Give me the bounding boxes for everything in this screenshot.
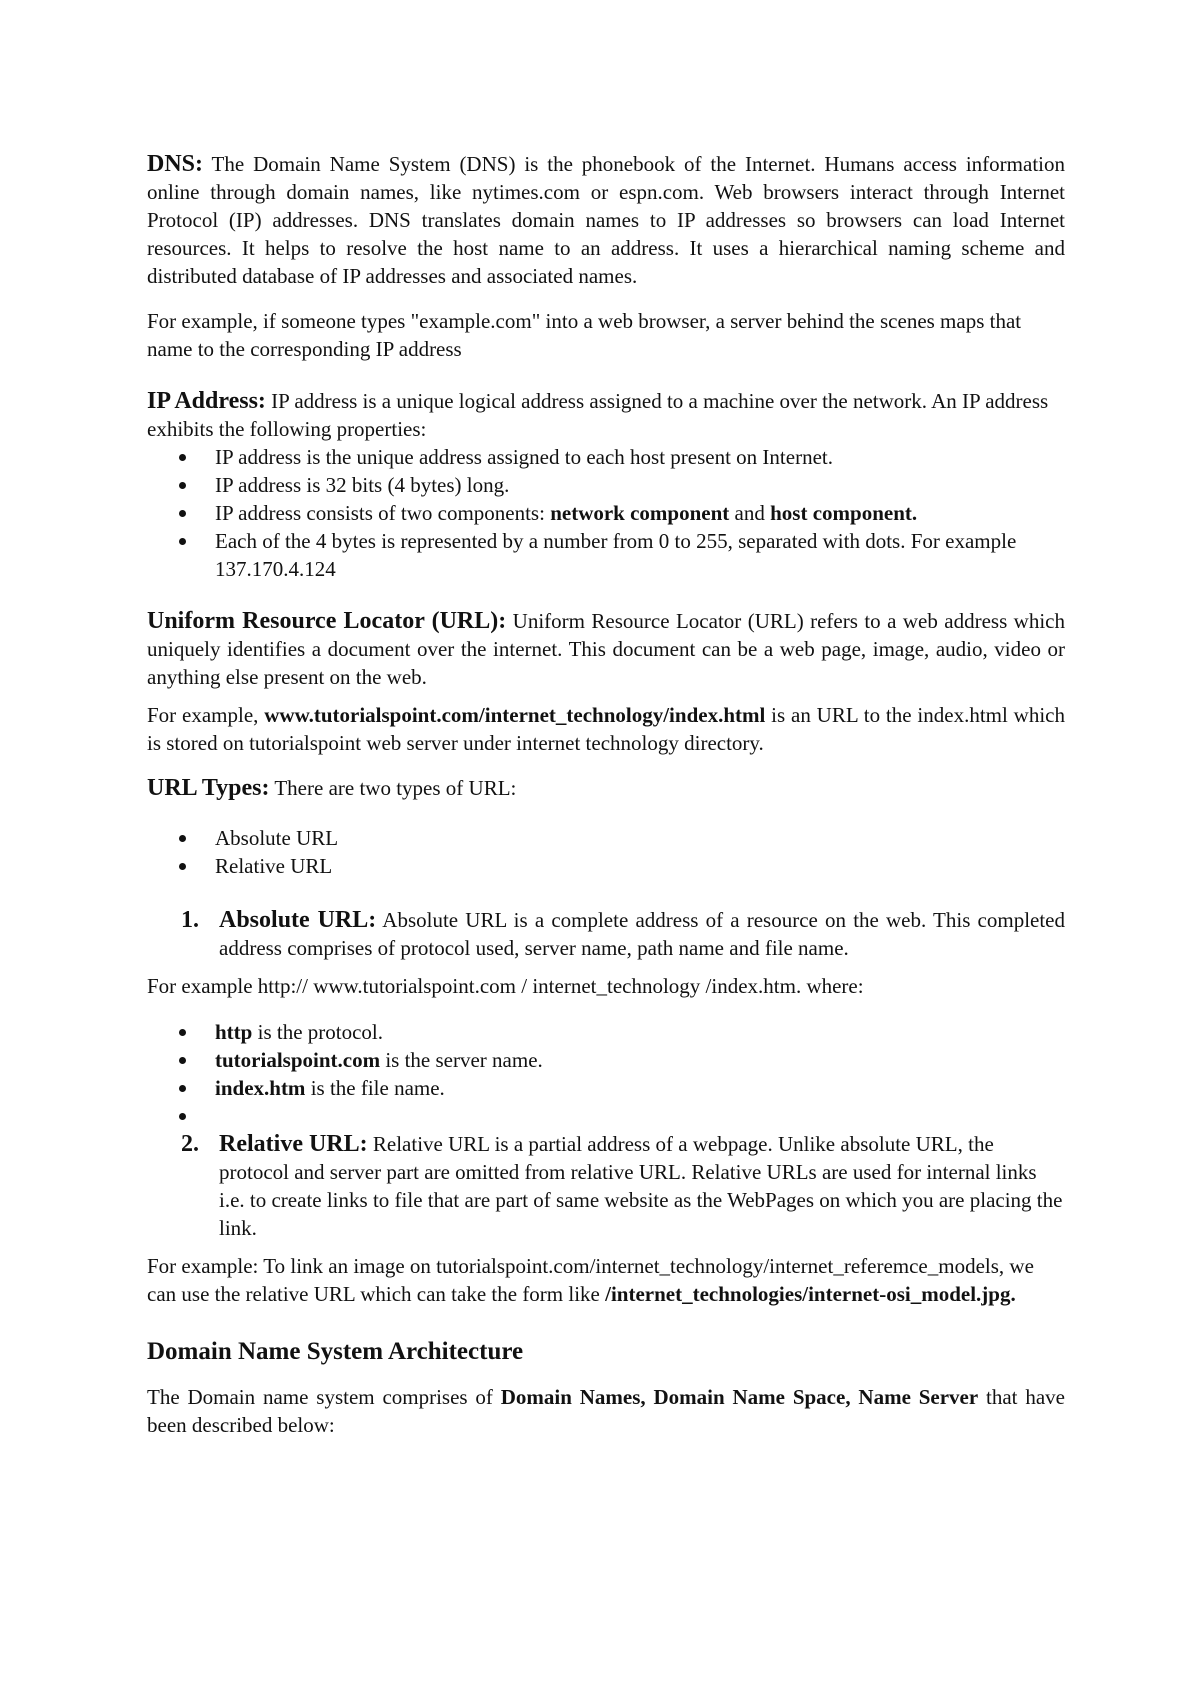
- absolute-url-example: For example http:// www.tutorialspoint.com / internet_technology /index.htm. where:: [147, 974, 864, 998]
- bullet-icon: [179, 863, 186, 870]
- ip-heading: IP Address:: [147, 388, 266, 414]
- bullet-icon: [179, 1113, 186, 1120]
- dns-example: For example, if someone types "example.com" into a web browser, a server behind the scenes maps that name to the corresponding IP address: [147, 309, 1022, 361]
- absolute-url-number: 1.: [181, 907, 199, 933]
- bullet-icon: [179, 1057, 186, 1064]
- list-item: [215, 1102, 1065, 1130]
- document-page: [147, 150, 1065, 1439]
- dns-heading: DNS:: [147, 151, 204, 177]
- dns-body: The Domain Name System (DNS) is the phonebook of the Internet. Humans access information online through domain names, like nytimes.com or espn.com. Web browsers interact through Internet Protocol (IP) addresses. DNS translates domain names to IP addresses so browsers can load Internet resources. It helps to resolve the host name to an address. It uses a hierarchical naming scheme and distributed database of IP addresses and associated names.: [147, 152, 1065, 288]
- architecture-paragraph: The Domain name system comprises of Domain Names, Domain Name Space, Name Server that have been described below:: [147, 1385, 1065, 1437]
- relative-url-number: 2.: [181, 1131, 199, 1157]
- list-item: Relative URL: [215, 852, 1065, 880]
- url-paragraph: [147, 607, 1065, 691]
- list-item: Each of the 4 bytes is represented by a number from 0 to 255, separated with dots. For example 137.170.4.124: [215, 527, 1065, 583]
- list-item: index.htm is the file name.: [215, 1074, 1065, 1102]
- relative-url-body: Relative URL is a partial address of a webpage. Unlike absolute URL, the protocol and server part are omitted from relative URL. Relative URLs are used for internal links i.e. to create links to file that are part of same website as the WebPages on which you are placing the link.: [219, 1132, 1063, 1240]
- absolute-url-body: Absolute URL is a complete address of a resource on the web. This completed address comprises of protocol used, server name, path name and file name.: [219, 908, 1066, 960]
- list-item: IP address is 32 bits (4 bytes) long.: [215, 471, 1065, 499]
- bullet-icon: [179, 835, 186, 842]
- relative-url-example-path: /internet_technologies/internet-osi_model.jpg.: [605, 1282, 1016, 1306]
- bullet-icon: [179, 454, 186, 461]
- url-example-link: www.tutorialspoint.com/internet_technology/index.html: [264, 703, 766, 727]
- ip-paragraph: [147, 387, 1065, 443]
- url-heading: Uniform Resource Locator (URL):: [147, 608, 507, 634]
- url-types-body: There are two types of URL:: [274, 776, 517, 800]
- bullet-icon: [179, 1085, 186, 1092]
- relative-url-heading: Relative URL:: [219, 1131, 368, 1157]
- bullet-icon: [179, 482, 186, 489]
- url-example: For example, www.tutorialspoint.com/internet_technology/index.html is an URL to the index.html which is stored on tutorialspoint web server under internet technology directory.: [147, 703, 1065, 755]
- relative-url-example: For example: To link an image on tutorialspoint.com/internet_technology/internet_referemce_models, we can use the relative URL which can take the form like /internet_technologies/internet-osi_model.jpg.: [147, 1254, 1034, 1306]
- list-item: IP address consists of two components: network component and host component.: [215, 499, 1065, 527]
- relative-url-section: [147, 1130, 1065, 1242]
- ip-properties-list: [147, 443, 1065, 583]
- bullet-icon: [179, 1029, 186, 1036]
- dns-paragraph: [147, 150, 1065, 290]
- absolute-url-section: [147, 906, 1065, 962]
- absolute-url-parts-list: [147, 1018, 1065, 1130]
- list-item: Absolute URL: [215, 824, 1065, 852]
- bullet-icon: [179, 510, 186, 517]
- url-types-heading: URL Types:: [147, 775, 270, 801]
- url-types-paragraph: [147, 774, 1065, 802]
- list-item: IP address is the unique address assigned to each host present on Internet.: [215, 443, 1065, 471]
- ip-body: IP address is a unique logical address assigned to a machine over the network. An IP address exhibits the following properties:: [147, 389, 1049, 441]
- url-types-list: [147, 824, 1065, 880]
- list-item: http is the protocol.: [215, 1018, 1065, 1046]
- list-item: tutorialspoint.com is the server name.: [215, 1046, 1065, 1074]
- url-body: Uniform Resource Locator (URL) refers to a web address which uniquely identifies a document over the internet. This document can be a web page, image, audio, video or anything else present on the web.: [147, 609, 1065, 689]
- architecture-heading: Domain Name System Architecture: [147, 1338, 524, 1365]
- absolute-url-heading: Absolute URL:: [219, 907, 377, 933]
- bullet-icon: [179, 538, 186, 545]
